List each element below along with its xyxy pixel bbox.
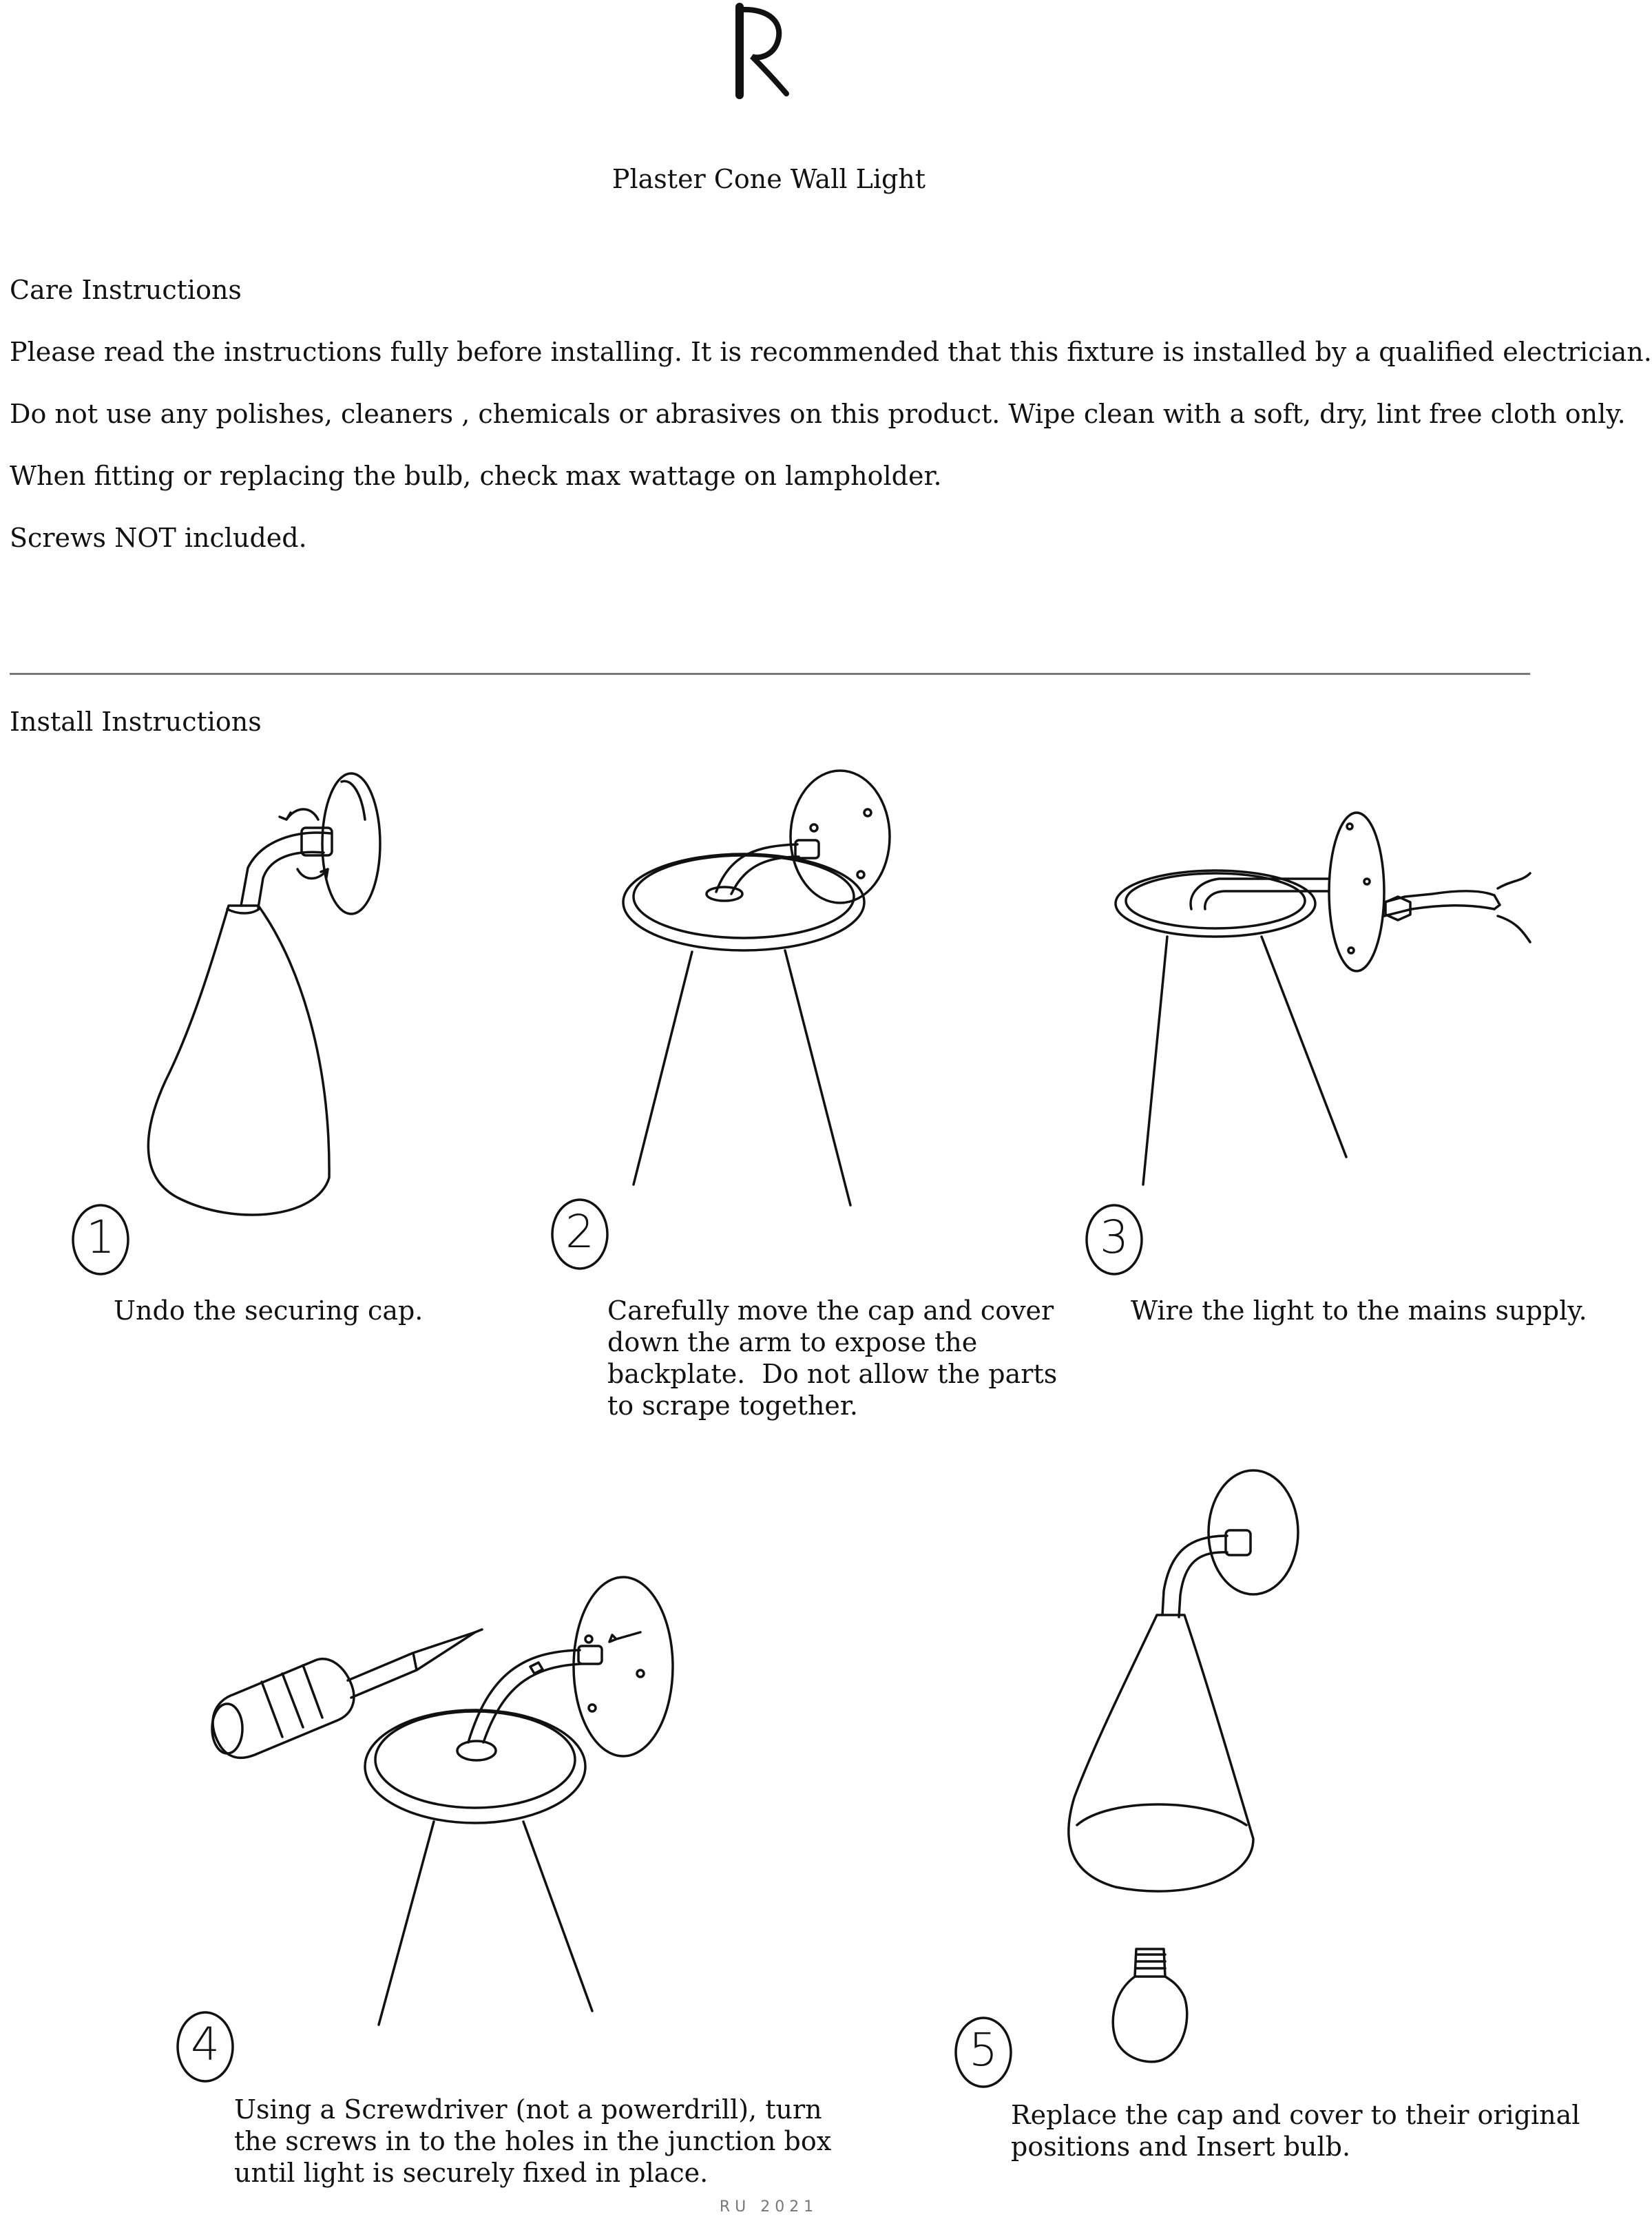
step-2-illustration bbox=[620, 771, 909, 1212]
lamp-arm bbox=[241, 833, 331, 908]
canopy-cover bbox=[365, 1710, 585, 1823]
canopy-cover bbox=[623, 854, 864, 950]
care-line: Please read the instructions fully before installing. It is recommended that this fixture is installed by a qualified electrician. bbox=[10, 337, 1652, 367]
screwdriver-icon bbox=[212, 1629, 482, 1758]
wire-ends bbox=[1494, 873, 1530, 942]
wall-backplate bbox=[1209, 1470, 1298, 1594]
step-4-caption: Using a Screwdriver (not a powerdrill), turn the screws in to the holes in the junction box until light is securely fixed in place. bbox=[234, 2094, 832, 2188]
lamp-arm bbox=[1162, 1536, 1227, 1617]
care-line: Do not use any polishes, cleaners , chemicals or abrasives on this product. Wipe clean with a soft, dry, lint free cloth only. bbox=[10, 399, 1626, 429]
securing-cap bbox=[795, 840, 819, 858]
step-4-illustration bbox=[207, 1570, 702, 2025]
install-heading: Install Instructions bbox=[10, 707, 262, 737]
screw-icon bbox=[609, 1632, 640, 1642]
care-line: When fitting or replacing the bulb, check max wattage on lampholder. bbox=[10, 461, 942, 491]
wall-backplate bbox=[1329, 813, 1384, 971]
securing-cap bbox=[578, 1646, 602, 1664]
rotate-arrow-icon bbox=[297, 869, 328, 879]
cone-shade bbox=[1143, 937, 1346, 1185]
lamp-arm bbox=[468, 1650, 581, 1742]
footer-code: RU 2021 bbox=[719, 2198, 819, 2216]
step-5-caption: Replace the cap and cover to their original positions and Insert bulb. bbox=[1011, 2100, 1580, 2162]
wall-backplate bbox=[574, 1577, 673, 1756]
care-line: Screws NOT included. bbox=[10, 523, 307, 553]
step-1-caption: Undo the securing cap. bbox=[114, 1295, 424, 1326]
light-bulb-icon bbox=[1113, 1949, 1187, 2062]
cone-shade bbox=[634, 950, 850, 1205]
mains-cable bbox=[1384, 891, 1494, 916]
wall-backplate bbox=[791, 771, 890, 903]
brand-logo bbox=[716, 0, 819, 103]
step-number-4-label: 4 bbox=[191, 2018, 220, 2071]
cone-shade bbox=[379, 1822, 592, 2025]
step-1-illustration bbox=[124, 764, 413, 1233]
cone-shade bbox=[148, 906, 329, 1215]
securing-cap bbox=[1226, 1530, 1251, 1555]
step-number-3-label: 3 bbox=[1100, 1211, 1129, 1264]
section-divider bbox=[10, 673, 1530, 675]
step-number-2-label: 2 bbox=[565, 1205, 594, 1258]
step-2-caption: Carefully move the cap and cover down the arm to expose the backplate. Do not allow the parts to scrape together. bbox=[607, 1295, 1058, 1421]
care-heading: Care Instructions bbox=[10, 275, 242, 305]
step-3-illustration bbox=[1109, 799, 1536, 1185]
rotate-arrow-icon bbox=[280, 809, 318, 820]
step-number-1-label: 1 bbox=[86, 1211, 115, 1264]
step-number-5-label: 5 bbox=[969, 2023, 998, 2076]
step-5-illustration bbox=[1047, 1467, 1363, 2073]
cone-shade bbox=[1069, 1615, 1253, 1891]
step-3-caption: Wire the light to the mains supply. bbox=[1131, 1295, 1587, 1326]
page-title: Plaster Cone Wall Light bbox=[611, 164, 926, 194]
lamp-arm bbox=[1191, 879, 1329, 909]
